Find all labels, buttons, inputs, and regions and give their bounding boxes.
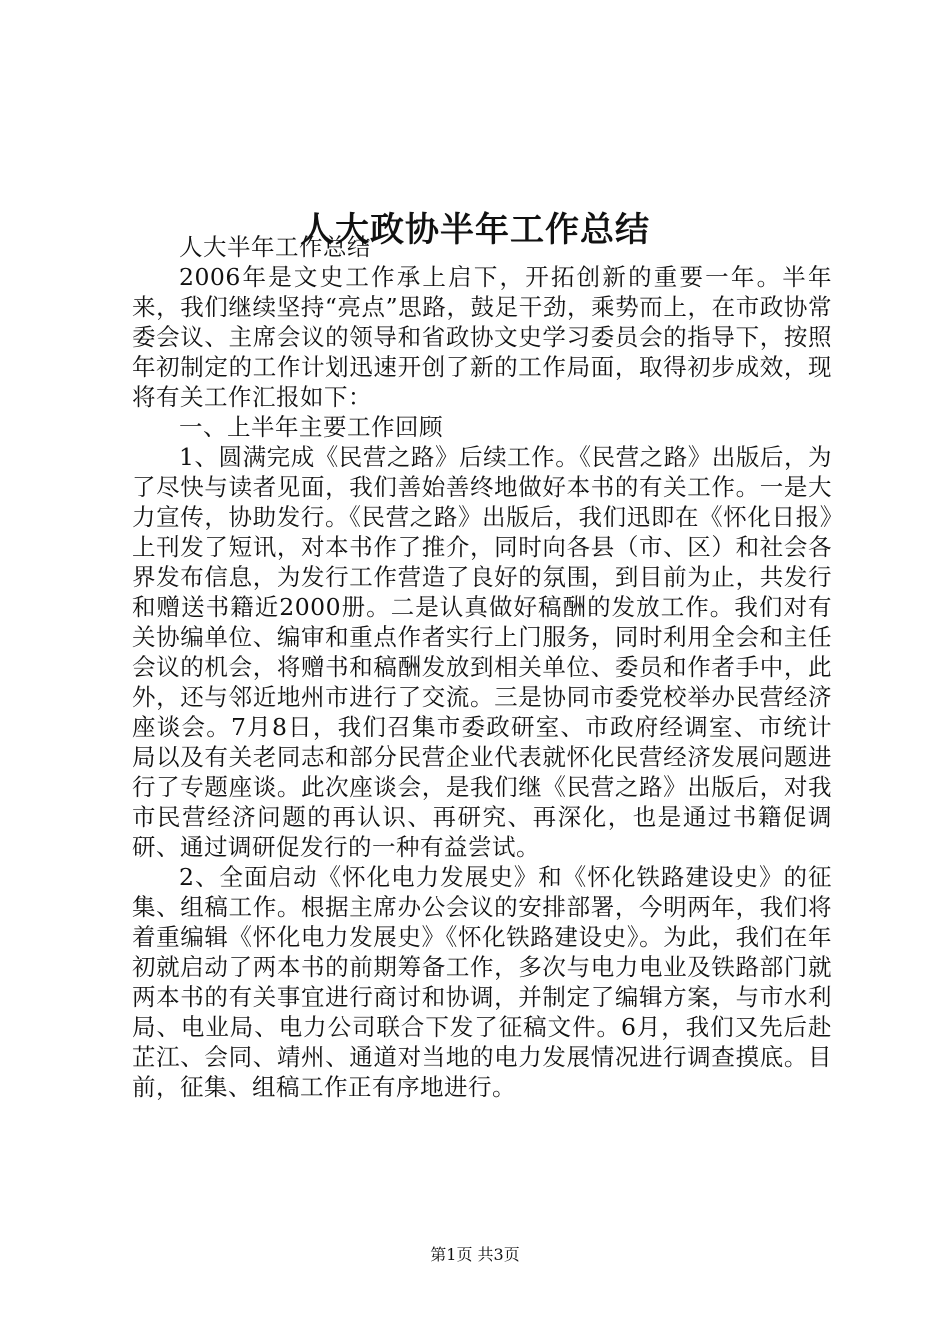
intro-paragraph: 2006年是文史工作承上启下，开拓创新的重要一年。半年来，我们继续坚持“亮点”思路，鼓足干劲，乘势而上，在市政协常委会议、主席会议的领导和省政协文史学习委员会的指导下，按照年初制定的工作计划迅速开创了新的工作局面，取得初步成效，现将有关工作汇报如下： (132, 263, 832, 411)
document-body (132, 232, 832, 1102)
page-number: 第1页 共3页 (430, 1245, 520, 1264)
subtitle-paragraph: 人大半年工作总结 (179, 233, 371, 261)
document-title: 人大政协半年工作总结 (300, 209, 650, 250)
item-1-paragraph: 1、圆满完成《民营之路》后续工作。《民营之路》出版后，为了尽快与读者见面，我们善始善终地做好本书的有关工作。一是大力宣传，协助发行。《民营之路》出版后，我们迅即在《怀化日报》上刊发了短讯，对本书作了推介，同时向各县（市、区）和社会各界发布信息，为发行工作营造了良好的氛围，到目前为止，共发行和赠送书籍近2000册。二是认真做好稿酬的发放工作。我们对有关协编单位、编审和重点作者实行上门服务，同时利用全会和主任会议的机会，将赠书和稿酬发放到相关单位、委员和作者手中，此外，还与邻近地州市进行了交流。三是协同市委党校举办民营经济座谈会。7月8日，我们召集市委政研室、市政府经调室、市统计局以及有关老同志和部分民营企业代表就怀化民营经济发展问题进行了专题座谈。此次座谈会，是我们继《民营之路》出版后，对我市民营经济问题的再认识、再研究、再深化，也是通过书籍促调研、通过调研促发行的一种有益尝试。 (132, 443, 832, 861)
item-2-paragraph: 2、全面启动《怀化电力发展史》和《怀化铁路建设史》的征集、组稿工作。根据主席办公会议的安排部署，今明两年，我们将着重编辑《怀化电力发展史》《怀化铁路建设史》。为此，我们在年初就启动了两本书的前期筹备工作，多次与电力电业及铁路部门就两本书的有关事宜进行商讨和协调，并制定了编辑方案，与市水利局、电业局、电力公司联合下发了征稿文件。6月，我们又先后赴芷江、会同、靖州、通道对当地的电力发展情况进行调查摸底。目前，征集、组稿工作正有序地进行。 (132, 863, 832, 1101)
section-heading: 一、上半年主要工作回顾 (179, 413, 443, 441)
